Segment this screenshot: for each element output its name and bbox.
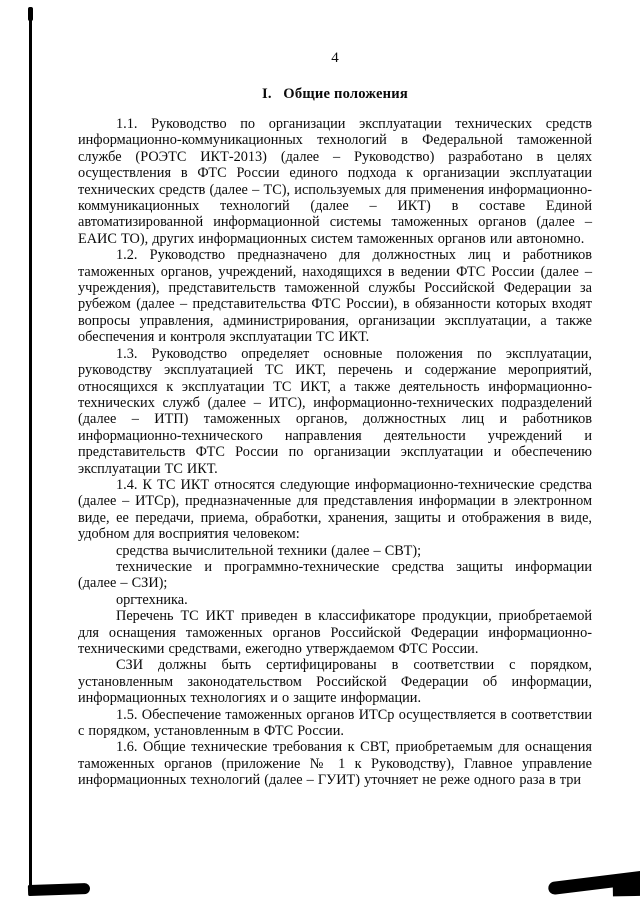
list-item-orgtehnika: оргтехника. [116,591,188,608]
page-content [78,50,592,789]
page-number: 4 [331,50,339,66]
paragraph-szi-certification: СЗИ должны быть сертифицированы в соответствии с порядком, установленным законодательством Российской Федерации об информации, информационных технологиях и о защите информации. [78,657,592,707]
paragraph-1-1: 1.1. Руководство по организации эксплуатации технических средств информационно-коммуникационных технологий в Федеральной таможенной службе (РОЭТС ИКТ-2013) (далее – Руководство) разработано в целях осуществления в ФТС России единого подхода к организации эксплуатации технических средств (далее – ТС), используемых для применения информационно-коммуникационных технологий (далее – ИКТ) в составе Единой автоматизированной информационной системы таможенных органов (далее – ЕАИС ТО), других информационных систем таможенных органов или автономно. [78,116,592,247]
scan-artifact-bottom-right [548,870,640,896]
paragraph-1-5: 1.5. Обеспечение таможенных органов ИТСр осуществляется в соответствии с порядком, установленным в ФТС России. [78,706,592,740]
scan-artifact-bottom-left [28,883,90,896]
paragraph-1-2: 1.2. Руководство предназначено для должностных лиц и работников таможенных органов, учреждений, находящихся в ведении ФТС России (далее – учреждения), представительств таможенной службы Российской Федерации за рубежом (далее – представительства ФТС России), в обязанности которых входят вопросы управления, администрирования, организации эксплуатации, а также обеспечения и контроля эксплуатации ТС ИКТ. [78,247,592,346]
list-item-szi: технические и программно-технические средства защиты информации (далее – СЗИ); [78,558,592,592]
paragraph-perechen-ts-ikt: Перечень ТС ИКТ приведен в классификаторе продукции, приобретаемой для оснащения таможенных органов Российской Федерации информационно-техническими средствами, ежегодно утверждаемом ФТС России. [78,608,592,657]
paragraph-1-6: 1.6. Общие технические требования к СВТ, приобретаемым для оснащения таможенных органов (приложение № 1 к Руководству), Главное управление информационных технологий (далее – ГУИТ) уточняет не реже одного раза в три [78,739,592,789]
paragraph-1-4: 1.4. К ТС ИКТ относятся следующие информационно-технические средства (далее – ИТСр), предназначенные для представления информации в электронном виде, ее передачи, приема, обработки, хранения, защиты и отображения в виде, удобном для восприятия человеком: [78,476,592,543]
list-item-svt: средства вычислительной техники (далее – СВТ); [116,542,422,559]
scan-artifact-left-edge [29,7,32,889]
section-heading: I. Общие положения [262,86,408,102]
paragraph-1-3: 1.3. Руководство определяет основные положения по эксплуатации, руководству эксплуатацией ТС ИКТ, перечень и содержание мероприятий, относящихся к эксплуатации ТС ИКТ, а также деятельность информационно-технических служб (далее – ИТС), информационно-технических подразделений (далее – ИТП) таможенных органов, должностных лиц и работников информационно-технического направления деятельности учреждений и представительств ФТС России по организации эксплуатации и обеспечению эксплуатации ТС ИКТ. [78,345,592,477]
